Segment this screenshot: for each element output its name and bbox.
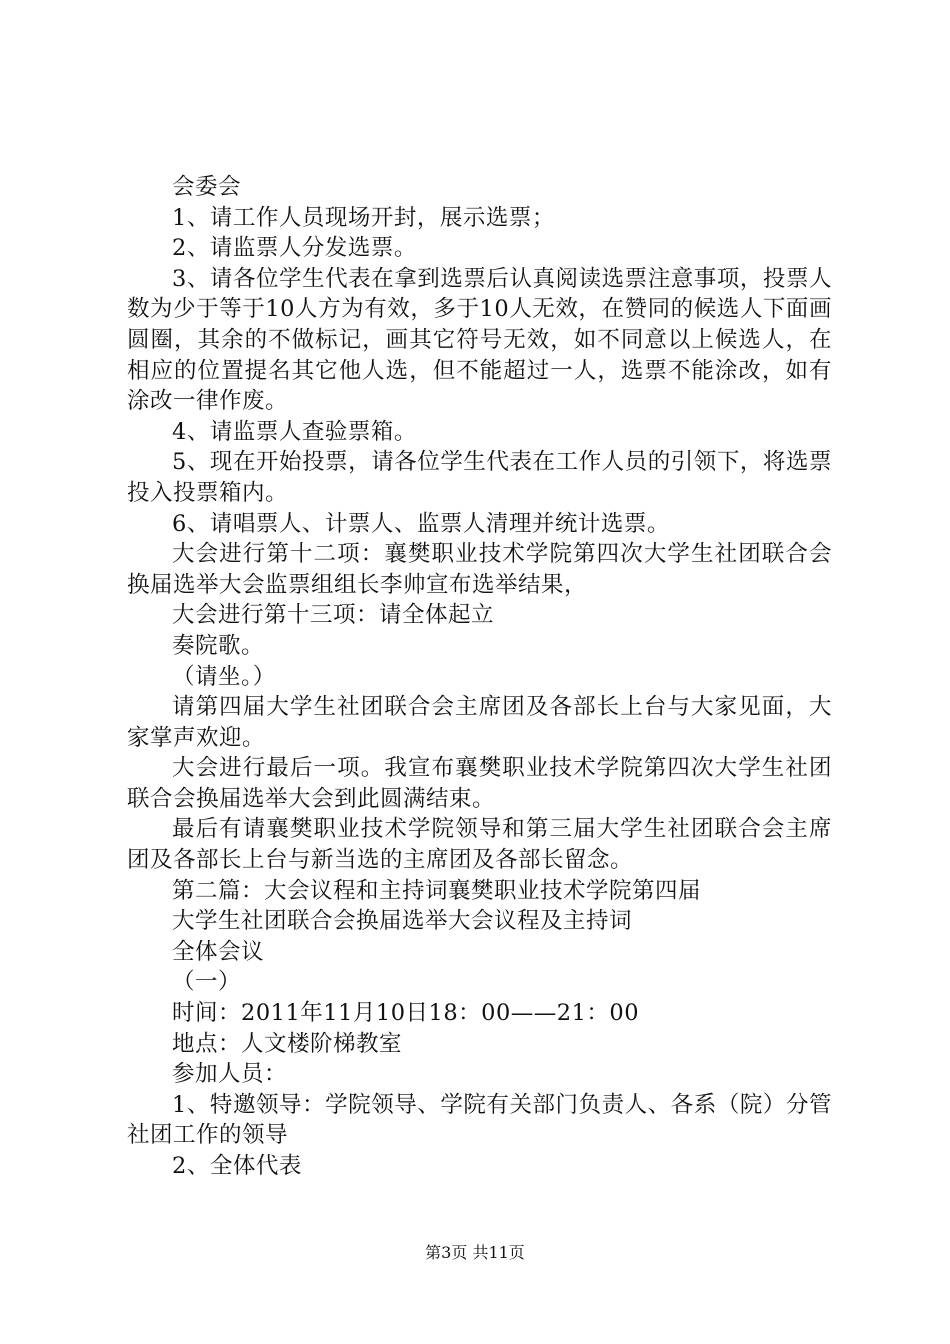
subheading-plenary: 全体会议 (172, 938, 265, 965)
paragraph-5: 4、请监票人查验票箱。 (172, 418, 417, 445)
meeting-location: 地点：人文楼阶梯教室 (172, 1030, 403, 1057)
participants-label: 参加人员： (172, 1061, 288, 1088)
document-body (127, 172, 832, 1182)
subheading-number: （一） (172, 969, 242, 996)
paragraph-2: 1、请工作人员现场开封，展示选票； (172, 204, 555, 231)
paragraph-3: 2、请监票人分发选票。 (172, 235, 417, 262)
paragraph-14: 最后有请襄樊职业技术学院领导和第三届大学生社团联合会主席团及各部长上台与新当选的主席团及各部长留念。 (127, 816, 832, 874)
paragraph-8: 大会进行第十二项：襄樊职业技术学院第四次大学生社团联合会换届选举大会监票组组长李帅宣布选举结果， (127, 541, 832, 598)
paragraph-12: 请第四届大学生社团联合会主席团及各部长上台与大家见面，大家掌声欢迎。 (127, 694, 832, 751)
participants-item-2: 2、全体代表 (172, 1153, 302, 1179)
paragraph-6: 5、现在开始投票，请各位学生代表在工作人员的引领下，将选票投入投票箱内。 (127, 449, 832, 506)
paragraph-11: （请坐。） (172, 663, 276, 690)
paragraph-9: 大会进行第十三项：请全体起立 (172, 602, 495, 629)
paragraph-10: 奏院歌。 (172, 632, 265, 659)
section-heading-line-2: 大学生社团联合会换届选举大会议程及主持词 (172, 908, 633, 935)
paragraph-1: 会委会 (172, 174, 242, 200)
paragraph-13: 大会进行最后一项。我宣布襄樊职业技术学院第四次大学生社团联合会换届选举大会到此圆满结束。 (127, 755, 832, 812)
meeting-time: 时间：2011年11月10日18：00——21：00 (172, 1000, 640, 1027)
participants-item-1: 1、特邀领导：学院领导、学院有关部门负责人、各系（院）分管社团工作的领导 (127, 1091, 832, 1149)
section-heading-line-1: 第二篇：大会议程和主持词襄樊职业技术学院第四届 (172, 877, 702, 904)
paragraph-7: 6、请唱票人、计票人、监票人清理并统计选票。 (172, 510, 670, 537)
page-number-footer: 第3页 共11页 (425, 1243, 525, 1262)
paragraph-4: 3、请各位学生代表在拿到选票后认真阅读选票注意事项，投票人数为少于等于10人方为有效，多于10人无效，在赞同的候选人下面画圆圈，其余的不做标记，画其它符号无效，如不同意以上候选人，在相应的位置提名其它他人选，但不能超过一人，选票不能涂改，如有涂改一律作废。 (127, 265, 832, 415)
